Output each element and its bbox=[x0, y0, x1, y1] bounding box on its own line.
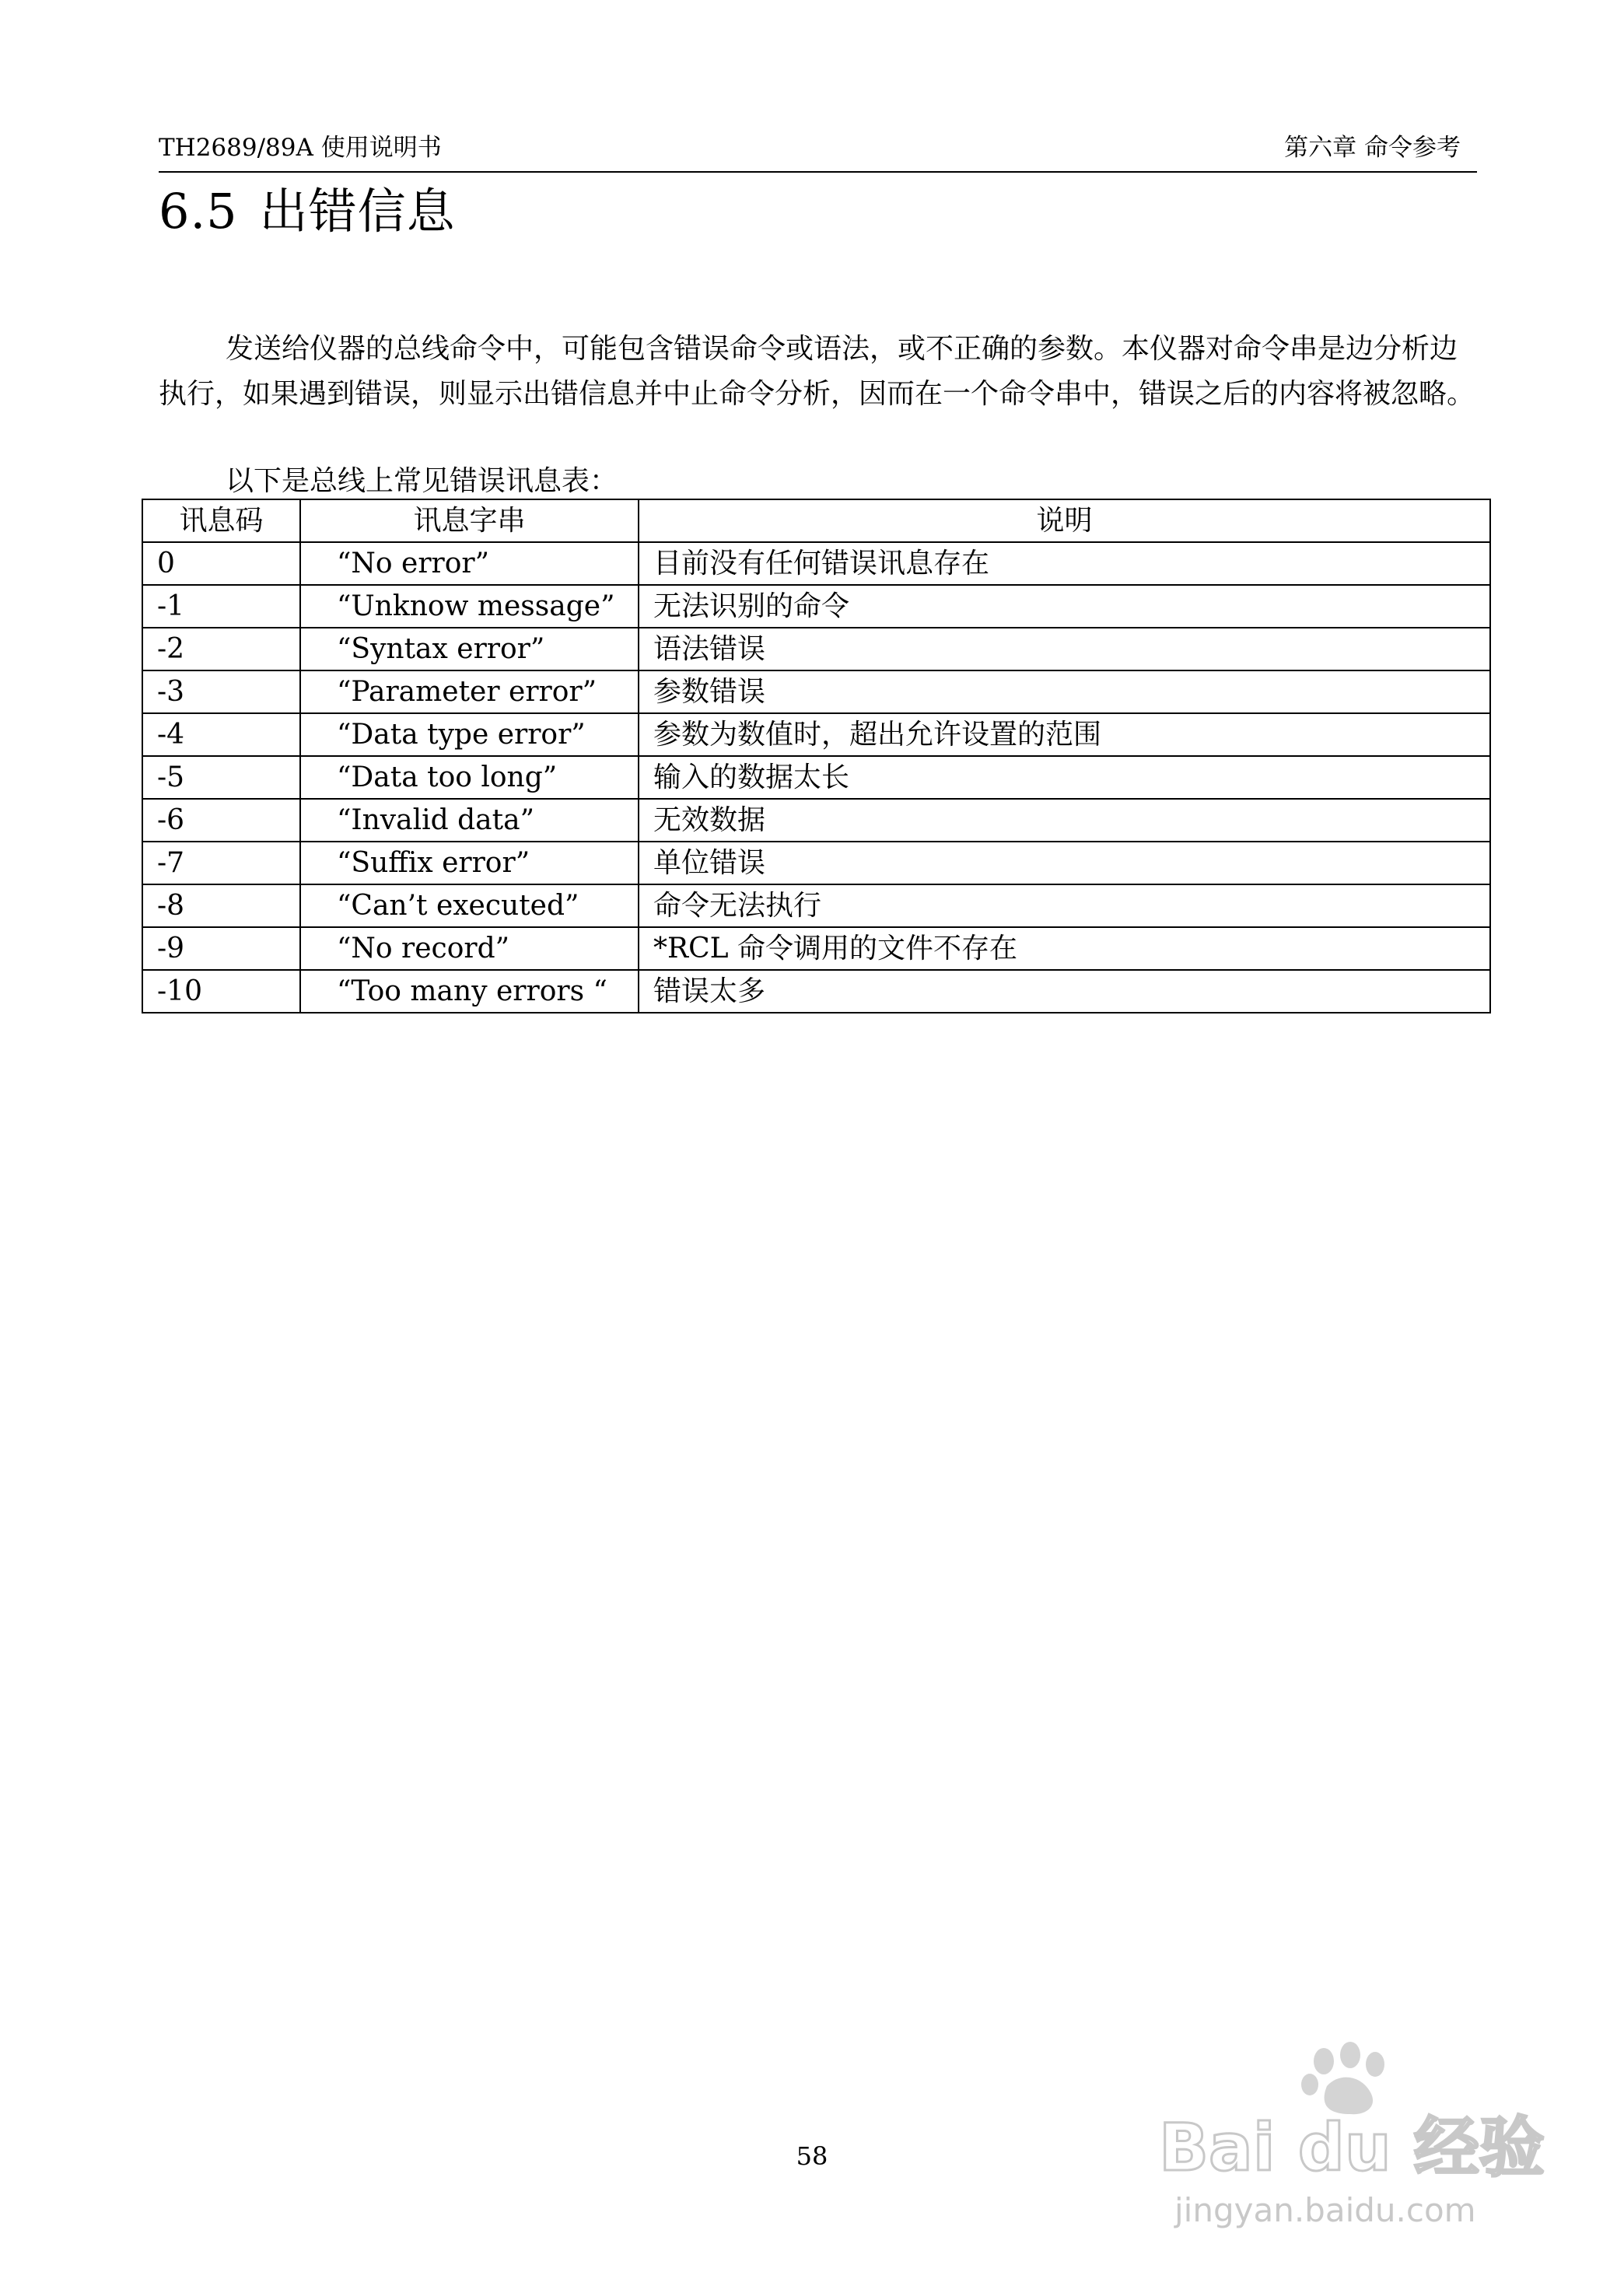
cell-description: 错误太多 bbox=[639, 970, 1490, 1013]
section-number: 6.5 bbox=[159, 183, 238, 240]
section-title-text: 出错信息 bbox=[259, 183, 456, 240]
cell-code: -6 bbox=[142, 799, 300, 842]
cell-description: 语法错误 bbox=[639, 628, 1490, 670]
header-chapter-title: 第六章 命令参考 bbox=[1284, 134, 1461, 162]
cell-description: 无法识别的命令 bbox=[639, 585, 1490, 628]
column-header-code: 讯息码 bbox=[142, 499, 300, 542]
cell-message: “Can’t executed” bbox=[300, 884, 639, 927]
intro-paragraph: 发送给仪器的总线命令中，可能包含错误命令或语法，或不正确的参数。本仪器对命令串是边分析边执行，如果遇到错误，则显示出错信息并中止命令分析，因而在一个命令串中，错误之后的内容将被忽略。 bbox=[159, 333, 1475, 410]
baidu-watermark bbox=[1151, 2038, 1556, 2240]
cell-message: “Suffix error” bbox=[300, 842, 639, 884]
table-row bbox=[142, 628, 1490, 670]
cell-code: -4 bbox=[142, 713, 300, 756]
cell-code: -1 bbox=[142, 585, 300, 628]
page-number: 58 bbox=[796, 2141, 828, 2171]
cell-description: *RCL 命令调用的文件不存在 bbox=[639, 927, 1490, 970]
header-divider bbox=[159, 171, 1477, 173]
section-heading bbox=[159, 180, 456, 243]
cell-message: “No record” bbox=[300, 927, 639, 970]
table-row bbox=[142, 799, 1490, 842]
cell-message: “No error” bbox=[300, 542, 639, 585]
table-row bbox=[142, 970, 1490, 1013]
cell-message: “Syntax error” bbox=[300, 628, 639, 670]
cell-description: 命令无法执行 bbox=[639, 884, 1490, 927]
cell-description: 单位错误 bbox=[639, 842, 1490, 884]
table-row bbox=[142, 713, 1490, 756]
table-row bbox=[142, 756, 1490, 799]
error-message-table bbox=[142, 499, 1491, 1013]
cell-description: 输入的数据太长 bbox=[639, 756, 1490, 799]
table-intro-paragraph: 以下是总线上常见错误讯息表： bbox=[226, 465, 618, 497]
cell-message: “Too many errors “ bbox=[300, 970, 639, 1013]
table-row bbox=[142, 585, 1490, 628]
column-header-message: 讯息字串 bbox=[300, 499, 639, 542]
table-row bbox=[142, 670, 1490, 713]
cell-message: “Data too long” bbox=[300, 756, 639, 799]
table-header-row bbox=[142, 499, 1490, 542]
cell-code: -10 bbox=[142, 970, 300, 1013]
table-row bbox=[142, 927, 1490, 970]
cell-code: -9 bbox=[142, 927, 300, 970]
header-document-title: TH2689/89A 使用说明书 bbox=[159, 134, 442, 162]
cell-code: -3 bbox=[142, 670, 300, 713]
cell-message: “Unknow message” bbox=[300, 585, 639, 628]
cell-description: 无效数据 bbox=[639, 799, 1490, 842]
cell-message: “Parameter error” bbox=[300, 670, 639, 713]
cell-description: 参数错误 bbox=[639, 670, 1490, 713]
cell-code: -7 bbox=[142, 842, 300, 884]
table-row bbox=[142, 542, 1490, 585]
paw-icon bbox=[1301, 2042, 1384, 2114]
watermark-url: jingyan.baidu.com bbox=[1174, 2191, 1476, 2229]
cell-code: -5 bbox=[142, 756, 300, 799]
watermark-brand: Bai du 经验 bbox=[1159, 2109, 1545, 2186]
table-row bbox=[142, 842, 1490, 884]
cell-code: -2 bbox=[142, 628, 300, 670]
cell-description: 参数为数值时，超出允许设置的范围 bbox=[639, 713, 1490, 756]
cell-message: “Invalid data” bbox=[300, 799, 639, 842]
cell-description: 目前没有任何错误讯息存在 bbox=[639, 542, 1490, 585]
cell-code: -8 bbox=[142, 884, 300, 927]
cell-code: 0 bbox=[142, 542, 300, 585]
cell-message: “Data type error” bbox=[300, 713, 639, 756]
column-header-description: 说明 bbox=[639, 499, 1490, 542]
table-row bbox=[142, 884, 1490, 927]
